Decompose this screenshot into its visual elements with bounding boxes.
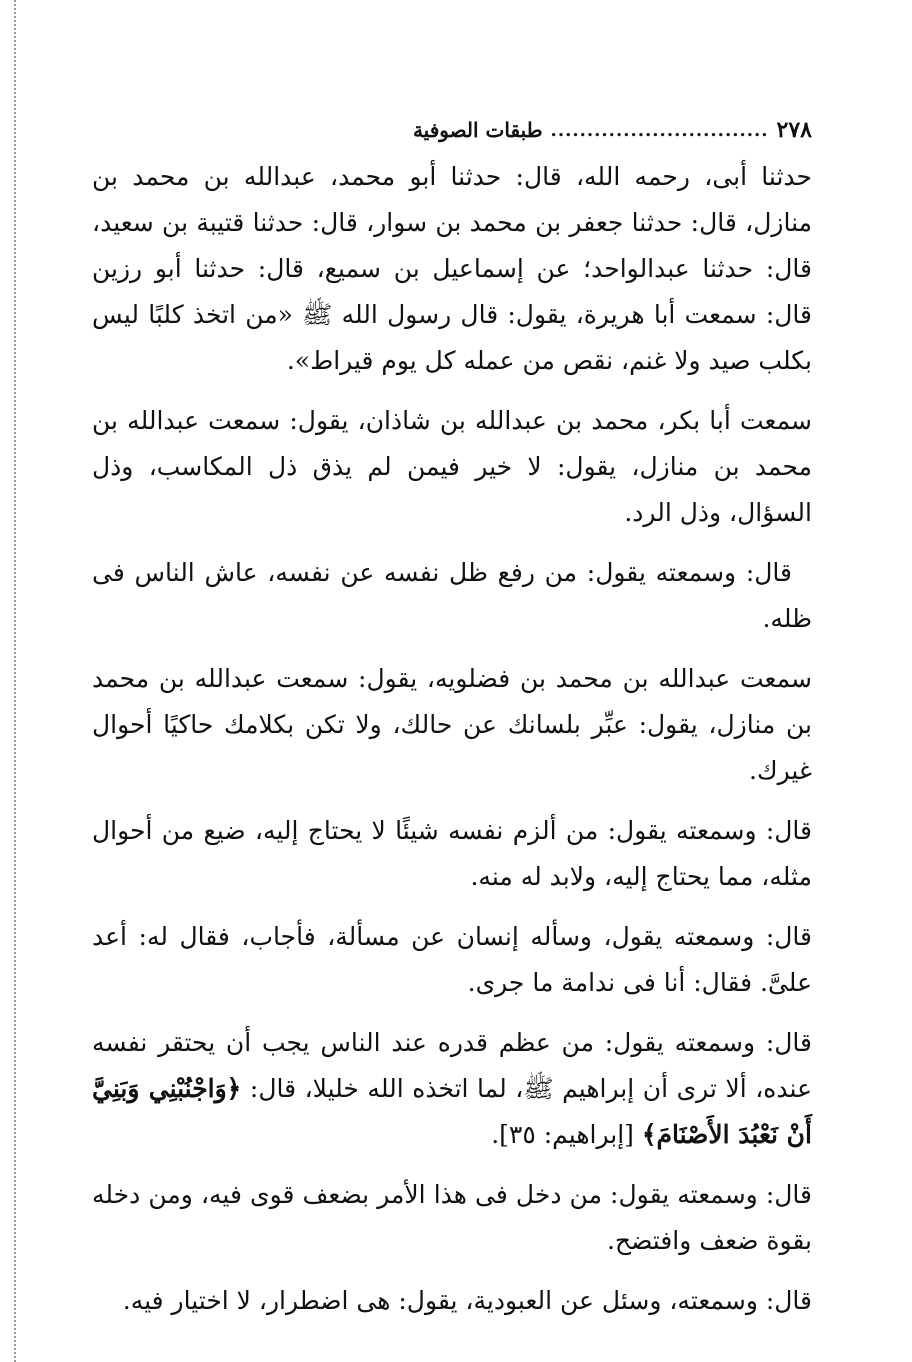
book-page [92, 112, 812, 1338]
paragraph-7 [92, 1020, 812, 1158]
running-header [92, 112, 812, 148]
paragraph-6: قال: وسمعته يقول، وسأله إنسان عن مسألة، فأجاب، فقال له: أعد علىَّ. فقال: أنا فى ندامة ما جرى. [92, 922, 812, 997]
page-number: ٢٧٨ [776, 117, 812, 143]
book-title: طبقات الصوفية [412, 118, 543, 142]
paragraph-9: قال: وسمعته، وسئل عن العبودية، يقول: هى اضطرار، لا اختيار فيه. [122, 1286, 812, 1315]
page-body [92, 154, 812, 1324]
paragraph-2: سمعت أبا بكر، محمد بن عبدالله بن شاذان، يقول: سمعت عبدالله بن محمد بن منازل، يقول: لا خير فيمن لم يذق ذل المكاسب، وذل السؤال، وذل الرد. [92, 406, 812, 527]
paragraph-8: قال: وسمعته يقول: من دخل فى هذا الأمر بضعف قوى فيه، ومن دخله بقوة ضعف وافتضح. [92, 1180, 812, 1255]
verse-reference: [إبراهيم: ٣٥]. [491, 1120, 642, 1149]
header-leader-dots: .............................. [550, 119, 769, 141]
paragraph-7-lead: قال: وسمعته يقول: من عظم قدره عند الناس يجب أن يحتقر نفسه عنده، ألا ترى أن إبراهيم ﷺ، لما اتخذه الله خليلا، قال: [92, 1028, 812, 1103]
paragraph-4: سمعت عبدالله بن محمد بن فضلويه، يقول: سمعت عبدالله بن محمد بن منازل، يقول: عبِّر بلسانك عن حالك، ولا تكن بكلامك حاكيًا أحوال غيرك. [92, 664, 812, 785]
paragraph-1: حدثنا أبى، رحمه الله، قال: حدثنا أبو محمد، عبدالله بن محمد بن منازل، قال: حدثنا جعفر بن محمد بن سوار، قال: حدثنا قتيبة بن سعيد، قال: حدثنا عبدالواحد؛ عن إسماعيل بن سميع، قال: حدثنا أبو رزين قال: سمعت أبا هريرة، يقول: قال رسول الله ﷺ «من اتخذ كلبًا ليس بكلب صيد ولا غنم، نقص من عمله كل يوم قيراط». [92, 162, 812, 375]
paragraph-5: قال: وسمعته يقول: من ألزم نفسه شيئًا لا يحتاج إليه، ضيع من أحوال مثله، مما يحتاج إليه، ولابد له منه. [92, 816, 812, 891]
scan-dotted-edge [14, 0, 16, 1362]
quran-verse: ﴿وَاجْنُبْنِي وَبَنِيَّ أَنْ نَعْبُدَ الأَصْنَامَ﴾ [92, 1074, 812, 1149]
paragraph-3: قال: وسمعته يقول: من رفع ظل نفسه عن نفسه، عاش الناس فى ظله. [92, 558, 812, 633]
